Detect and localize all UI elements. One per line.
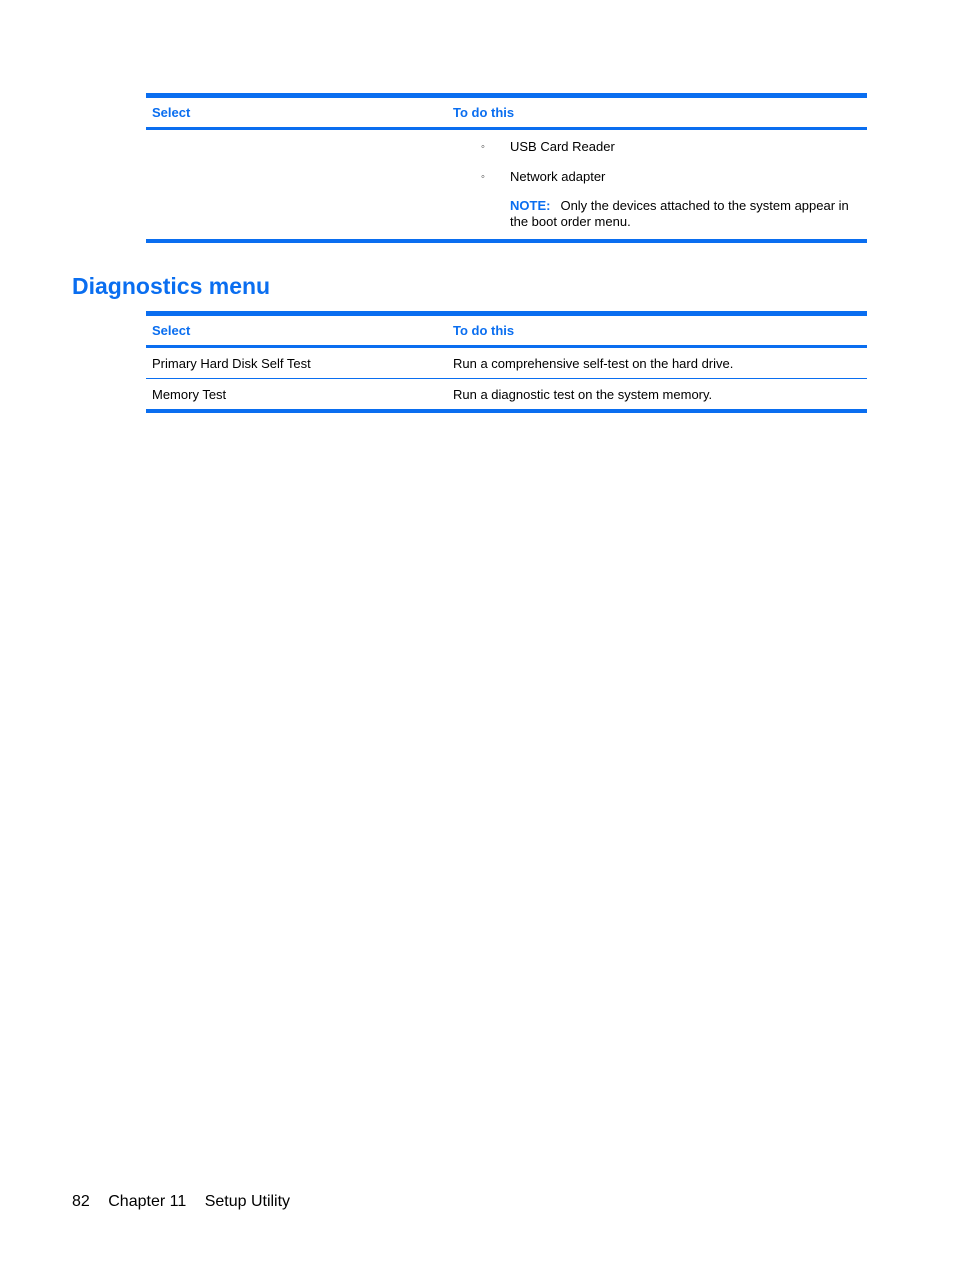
header-to-do-this: To do this <box>453 105 515 120</box>
select-cell: Primary Hard Disk Self Test <box>152 355 311 371</box>
note-label: NOTE: <box>510 198 551 213</box>
section-title: Diagnostics menu <box>72 273 271 299</box>
header-select: Select <box>146 105 447 120</box>
table-bottom-rule <box>146 239 867 243</box>
table-row <box>146 379 867 409</box>
chapter-label: Chapter 11 <box>108 1193 187 1210</box>
table-row <box>146 348 867 378</box>
note-block <box>510 198 865 230</box>
table-bottom-rule <box>146 409 867 413</box>
table-body <box>146 130 867 239</box>
select-cell: Memory Test <box>152 386 227 402</box>
note-text: Only the devices attached to the system appear in the boot order menu. <box>510 198 849 229</box>
header-to-do-this: To do this <box>453 323 515 338</box>
list-item: USB Card Reader <box>510 139 615 154</box>
bullet-marker: ◦ <box>481 171 485 183</box>
chapter-title: Setup Utility <box>204 1193 291 1210</box>
action-cell: Run a diagnostic test on the system memory. <box>453 386 713 402</box>
list-item: Network adapter <box>510 169 606 184</box>
diagnostics-table <box>146 311 867 413</box>
bullet-marker: ◦ <box>481 141 485 153</box>
header-select: Select <box>146 323 447 338</box>
action-cell: Run a comprehensive self-test on the hard drive. <box>453 355 734 371</box>
page-footer <box>72 1193 304 1211</box>
table-header-row <box>146 98 867 127</box>
boot-options-table <box>146 93 867 243</box>
page-number: 82 <box>72 1193 90 1210</box>
table-header-row <box>146 316 867 345</box>
